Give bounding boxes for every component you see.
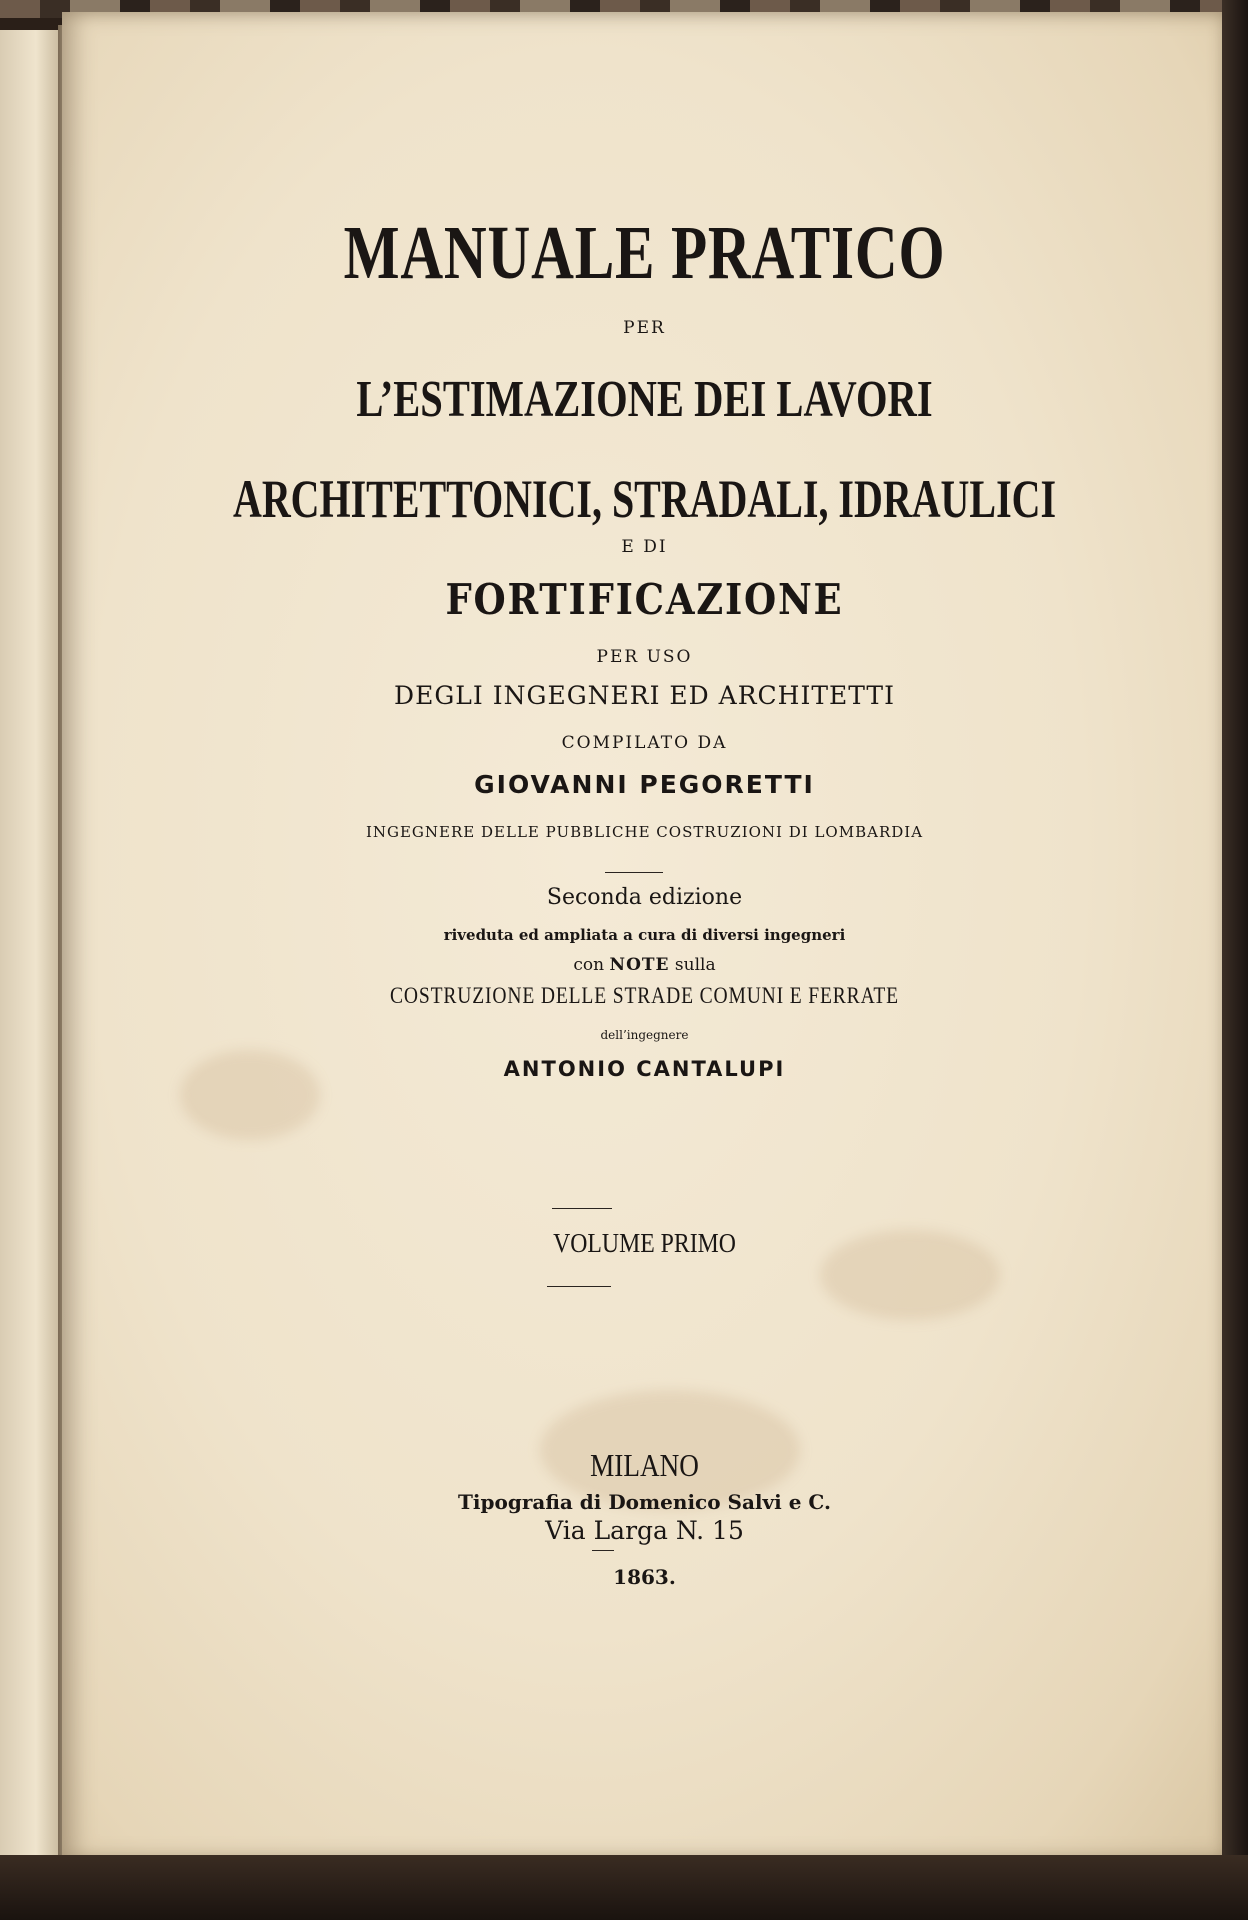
notes-line — [62, 955, 1227, 975]
volume-rule-top — [552, 1208, 612, 1209]
left-page-edge — [0, 30, 62, 1860]
title-connector-per: PER — [623, 318, 666, 338]
volume-rule-bottom — [547, 1286, 611, 1287]
notes-prefix: con — [573, 955, 605, 975]
per-uso-label: PER USO — [596, 647, 693, 667]
edition-note: riveduta ed ampliata a cura di diversi ingegneri — [443, 926, 846, 944]
city-line: MILANO — [590, 1447, 699, 1483]
notes-word: NOTE — [609, 955, 670, 975]
year-line: 1863. — [613, 1565, 676, 1589]
volume-label: VOLUME PRIMO — [553, 1228, 736, 1258]
title-page-text — [62, 0, 1227, 1860]
subtitle-line-2: ARCHITETTONICI, STRADALI, IDRAULICI — [232, 469, 1057, 529]
author-role: INGEGNERE DELLE PUBBLICHE COSTRUZIONI DI LOMBARDIA — [365, 823, 924, 841]
author-name: GIOVANNI PEGORETTI — [474, 770, 815, 799]
book-title: MANUALE PRATICO — [343, 211, 946, 295]
divider-rule — [605, 872, 663, 873]
notes-topic: COSTRUZIONE DELLE STRADE COMUNI E FERRATE — [390, 983, 899, 1008]
bottom-background — [0, 1855, 1248, 1920]
edition-line: Seconda edizione — [546, 885, 743, 910]
audience-line: DEGLI INGEGNERI ED ARCHITETTI — [394, 681, 895, 710]
title-connector-e-di: E DI — [621, 537, 668, 557]
compilato-da-label: COMPILATO DA — [561, 733, 728, 753]
subtitle-line-1: L’ESTIMAZIONE DEI LAVORI — [356, 371, 933, 428]
contributor-name: ANTONIO CANTALUPI — [503, 1057, 786, 1081]
printer-line: Tipografia di Domenico Salvi e C. — [458, 1490, 831, 1514]
year-rule — [592, 1550, 614, 1551]
subtitle-line-3: FORTIFICAZIONE — [445, 575, 844, 624]
address-line: Via Larga N. 15 — [545, 1516, 744, 1545]
notes-suffix: sulla — [674, 955, 716, 975]
contributor-prefix: dell’ingegnere — [600, 1028, 689, 1042]
